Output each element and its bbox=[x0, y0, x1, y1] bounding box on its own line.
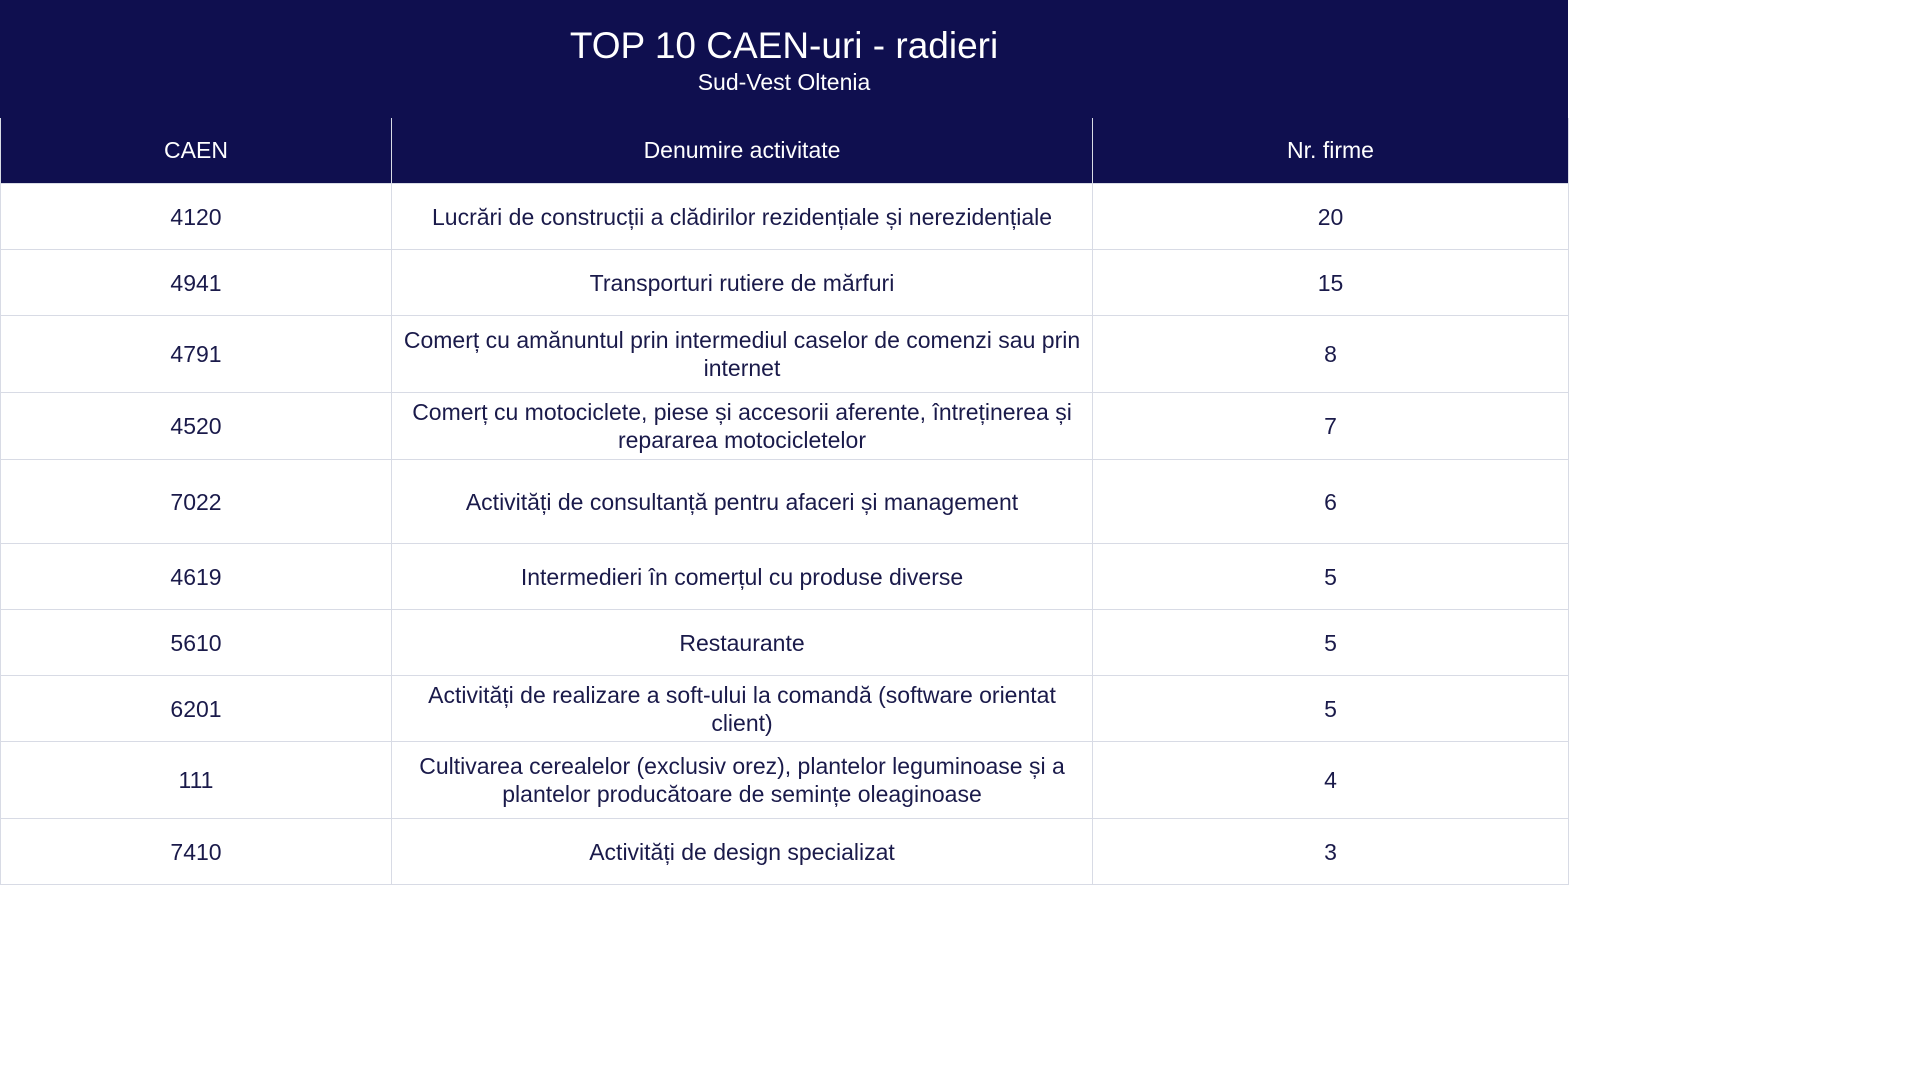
activity-name-cell: Intermedieri în comerțul cu produse diverse bbox=[392, 544, 1093, 610]
page-title: TOP 10 CAEN-uri - radieri bbox=[569, 25, 999, 66]
table-row bbox=[1, 819, 1569, 885]
company-count-cell: 5 bbox=[1093, 544, 1569, 610]
caen-code-cell: 111 bbox=[1, 742, 392, 819]
activity-name-cell: Comerț cu motociclete, piese și accesorii aferente, întreținerea și repararea motocicletelor bbox=[392, 393, 1093, 460]
activity-name-cell: Restaurante bbox=[392, 610, 1093, 676]
caen-code-cell: 4520 bbox=[1, 393, 392, 460]
table-row bbox=[1, 250, 1569, 316]
table-row bbox=[1, 544, 1569, 610]
caen-code-cell: 6201 bbox=[1, 676, 392, 742]
company-count-cell: 7 bbox=[1093, 393, 1569, 460]
column-header-activity: Denumire activitate bbox=[392, 118, 1093, 184]
table-header-row bbox=[1, 118, 1569, 184]
company-count-cell: 15 bbox=[1093, 250, 1569, 316]
caen-code-cell: 4791 bbox=[1, 316, 392, 393]
company-count-cell: 20 bbox=[1093, 184, 1569, 250]
activity-name-cell: Comerț cu amănuntul prin intermediul caselor de comenzi sau prin internet bbox=[392, 316, 1093, 393]
company-count-cell: 6 bbox=[1093, 460, 1569, 544]
table-row bbox=[1, 676, 1569, 742]
report-header bbox=[0, 0, 1568, 118]
column-header-caen: CAEN bbox=[1, 118, 392, 184]
caen-table bbox=[0, 118, 1569, 885]
table-row bbox=[1, 316, 1569, 393]
caen-code-cell: 7022 bbox=[1, 460, 392, 544]
caen-code-cell: 5610 bbox=[1, 610, 392, 676]
caen-code-cell: 4619 bbox=[1, 544, 392, 610]
table-row bbox=[1, 610, 1569, 676]
table-row bbox=[1, 393, 1569, 460]
company-count-cell: 4 bbox=[1093, 742, 1569, 819]
activity-name-cell: Activități de consultanță pentru afaceri și management bbox=[392, 460, 1093, 544]
table-row bbox=[1, 742, 1569, 819]
activity-name-cell: Activități de design specializat bbox=[392, 819, 1093, 885]
company-count-cell: 5 bbox=[1093, 676, 1569, 742]
company-count-cell: 8 bbox=[1093, 316, 1569, 393]
table-row bbox=[1, 184, 1569, 250]
caen-code-cell: 4941 bbox=[1, 250, 392, 316]
company-count-cell: 3 bbox=[1093, 819, 1569, 885]
activity-name-cell: Transporturi rutiere de mărfuri bbox=[392, 250, 1093, 316]
activity-name-cell: Cultivarea cerealelor (exclusiv orez), plantelor leguminoase și a plantelor producătoare de semințe oleaginoase bbox=[392, 742, 1093, 819]
page-subtitle: Sud-Vest Oltenia bbox=[697, 69, 871, 95]
column-header-count: Nr. firme bbox=[1093, 118, 1569, 184]
caen-code-cell: 4120 bbox=[1, 184, 392, 250]
activity-name-cell: Lucrări de construcții a clădirilor rezidențiale și nerezidențiale bbox=[392, 184, 1093, 250]
caen-code-cell: 7410 bbox=[1, 819, 392, 885]
company-count-cell: 5 bbox=[1093, 610, 1569, 676]
activity-name-cell: Activități de realizare a soft-ului la comandă (software orientat client) bbox=[392, 676, 1093, 742]
table-row bbox=[1, 460, 1569, 544]
